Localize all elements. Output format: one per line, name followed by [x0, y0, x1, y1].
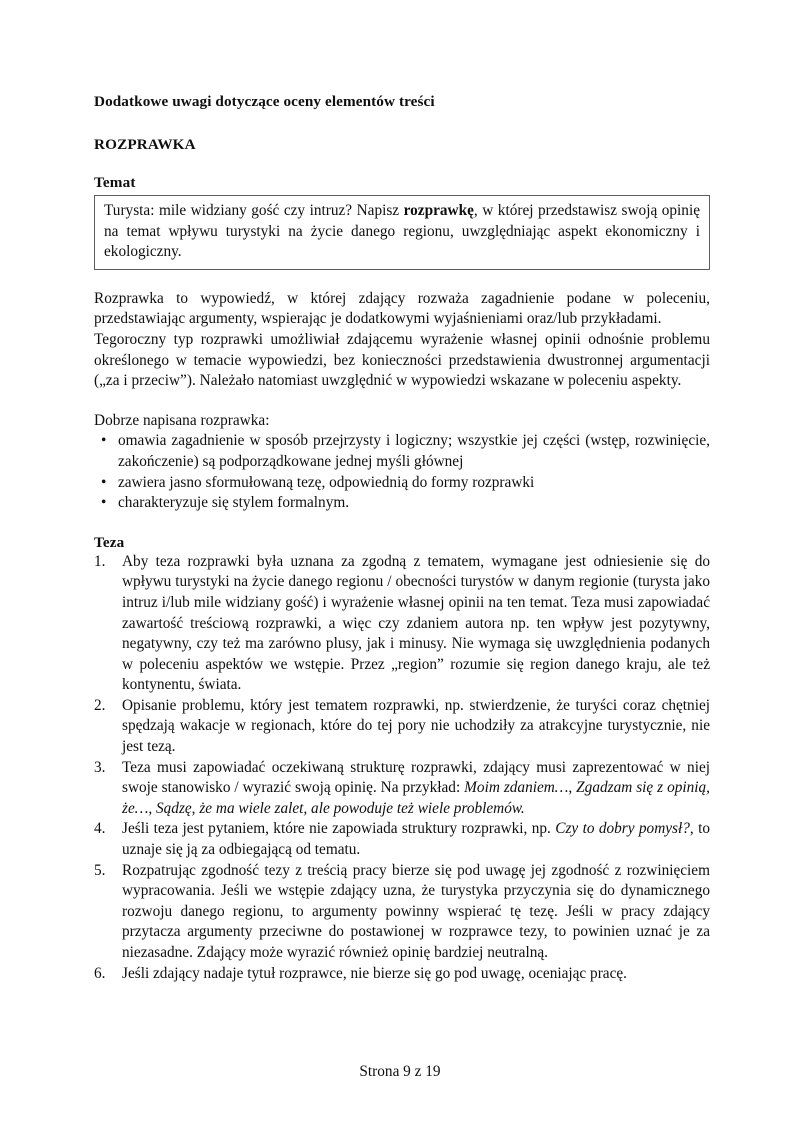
- bullet-icon: •: [101, 494, 107, 512]
- italic-example-text: Moim zdaniem…, Zgadzam się z opinią, że…, Sądzę, że ma wiele zalet, ale powoduje też wiele problemów.: [122, 779, 711, 817]
- roman-text: Aby teza rozprawki była uznana za zgodną z tematem, wymagane jest odniesienie się do wpływu turystyki na życie danego regionu / obecności turystów w danym regionie (turysta jako intruz i/lub mile widziany gość) i wyrażenie własnej opinii na ten temat. Teza musi zapowiadać zawartość treściową rozprawki, a więc czy zdaniem autora np. ten wpływ jest pozytywny, negatywny, czy też ma zarówno plusy, jak i minusy. Nie wymaga się uwzględnienia podanych w poleceniu aspektów we wstępie. Przez „region” rozumie się region danego kraju, ale też kontynentu, świata.: [122, 552, 710, 694]
- spacer: [94, 111, 710, 135]
- temat-prompt-text: [104, 201, 700, 263]
- label-teza: Teza: [94, 533, 125, 551]
- teza-list: [94, 552, 710, 984]
- list-item-label: [122, 552, 710, 696]
- roman-text: Rozpatrując zgodność tezy z treścią pracy bierze się pod uwagę jej zgodność z rozwinięciem wypracowania. Jeśli we wstępie zdający uzna, że turystyka przyczynia się do dynamicznego rozwoju danego regionu, to argumenty powinny wspierać tę tezę. Jeśli w pracy zdający przytacza argumenty przeciwne do postawionej w rozprawce tezy, to powinien uznać je za niezasadne. Zdający może wyrazić również opinię bardziej neutralną.: [122, 861, 710, 961]
- temat-part-2: , w której przedstawisz swoją opinię na temat wpływu turystyki na życie danego regionu, uwzględniając aspekt ekonomiczny i ekologiczny.: [104, 202, 700, 261]
- spacer: [94, 154, 710, 173]
- table-row: [94, 819, 710, 860]
- list-item-label: [122, 696, 710, 758]
- temat-prompt-box: [94, 195, 710, 270]
- list-item-number: 1.: [94, 552, 106, 570]
- temat-part-1: Turysta: mile widziany gość czy intruz? Napisz: [104, 202, 404, 219]
- list-item: [94, 431, 710, 472]
- list-item-label: [122, 819, 710, 860]
- intro-paragraph-1: Rozprawka to wypowiedź, w której zdający rozważa zagadnienie podane w poleceniu, przedstawiając argumenty, wspierając je dodatkowymi wyjaśnieniami oraz/lub przykładami.: [94, 289, 710, 328]
- page-title: Dodatkowe uwagi dotyczące oceny elementów treści: [94, 93, 435, 110]
- table-row: [94, 964, 710, 985]
- roman-text: Jeśli zdający nadaje tytuł rozprawce, nie bierze się go pod uwagę, oceniając pracę.: [122, 964, 627, 982]
- list-item-label: charakteryzuje się stylem formalnym.: [118, 494, 350, 512]
- list-item-number: 4.: [94, 820, 106, 838]
- good-essay-lead: Dobrze napisana rozprawka:: [94, 411, 270, 429]
- italic-example-text: Czy to dobry pomysł?: [555, 820, 690, 838]
- list-item-number: 6.: [94, 964, 106, 982]
- section-title-rozprawka: ROZPRAWKA: [94, 136, 196, 153]
- bullet-icon: •: [101, 473, 107, 491]
- spacer: [94, 392, 710, 411]
- spacer: [94, 270, 710, 289]
- list-item-number: 2.: [94, 696, 106, 714]
- roman-text: Opisanie problemu, który jest tematem rozprawki, np. stwierdzenie, że turyści coraz chętniej spędzają wakacje w regionach, które do tej pory nie uchodziły za atrakcyjne turystycznie, nie jest tezą.: [122, 696, 710, 756]
- list-item-number: 3.: [94, 758, 106, 776]
- table-row: [94, 758, 710, 820]
- list-item: [94, 493, 710, 514]
- roman-text: Jeśli teza jest pytaniem, które nie zapowiada struktury rozprawki, np.: [122, 820, 556, 838]
- table-row: [94, 861, 710, 964]
- intro-paragraph-2: Tegoroczny typ rozprawki umożliwiał zdającemu wyrażenie własnej opinii odnośnie problemu określonego w temacie wypowiedzi, bez konieczności przedstawienia dwustronnej argumentacji („za i przeciw”). Należało natomiast uwzględnić w wypowiedzi wskazane w poleceniu aspekty.: [94, 330, 710, 390]
- page-footer: Strona 9 z 19: [359, 1063, 441, 1080]
- bullet-icon: •: [101, 432, 107, 450]
- list-item: [94, 473, 710, 494]
- good-essay-list: [94, 431, 710, 513]
- list-item-label: [122, 861, 710, 964]
- list-item-number: 5.: [94, 861, 106, 879]
- temat-bold-word: rozprawkę: [403, 202, 474, 219]
- list-item-label: [122, 758, 710, 820]
- label-temat: Temat: [94, 174, 136, 191]
- roman-text: Teza musi zapowiadać oczekiwaną strukturę rozprawki, zdający musi zaprezentować w niej swoje stanowisko / wyrazić swoją opinię. Na przykład:: [122, 758, 710, 797]
- spacer: [94, 514, 710, 533]
- list-item-label: [122, 964, 710, 985]
- table-row: [94, 552, 710, 696]
- list-item-label: omawia zagadnienie w sposób przejrzysty i logiczny; wszystkie jej części (wstęp, rozwinięcie, zakończenie) są podporządkowane jednej myśli głównej: [118, 432, 710, 470]
- page-content: [94, 92, 710, 984]
- table-row: [94, 696, 710, 758]
- roman-text: , to uznaje się ją za odbiegającą od tematu.: [122, 820, 710, 859]
- list-item-label: zawiera jasno sformułowaną tezę, odpowiednią do formy rozprawki: [118, 473, 535, 491]
